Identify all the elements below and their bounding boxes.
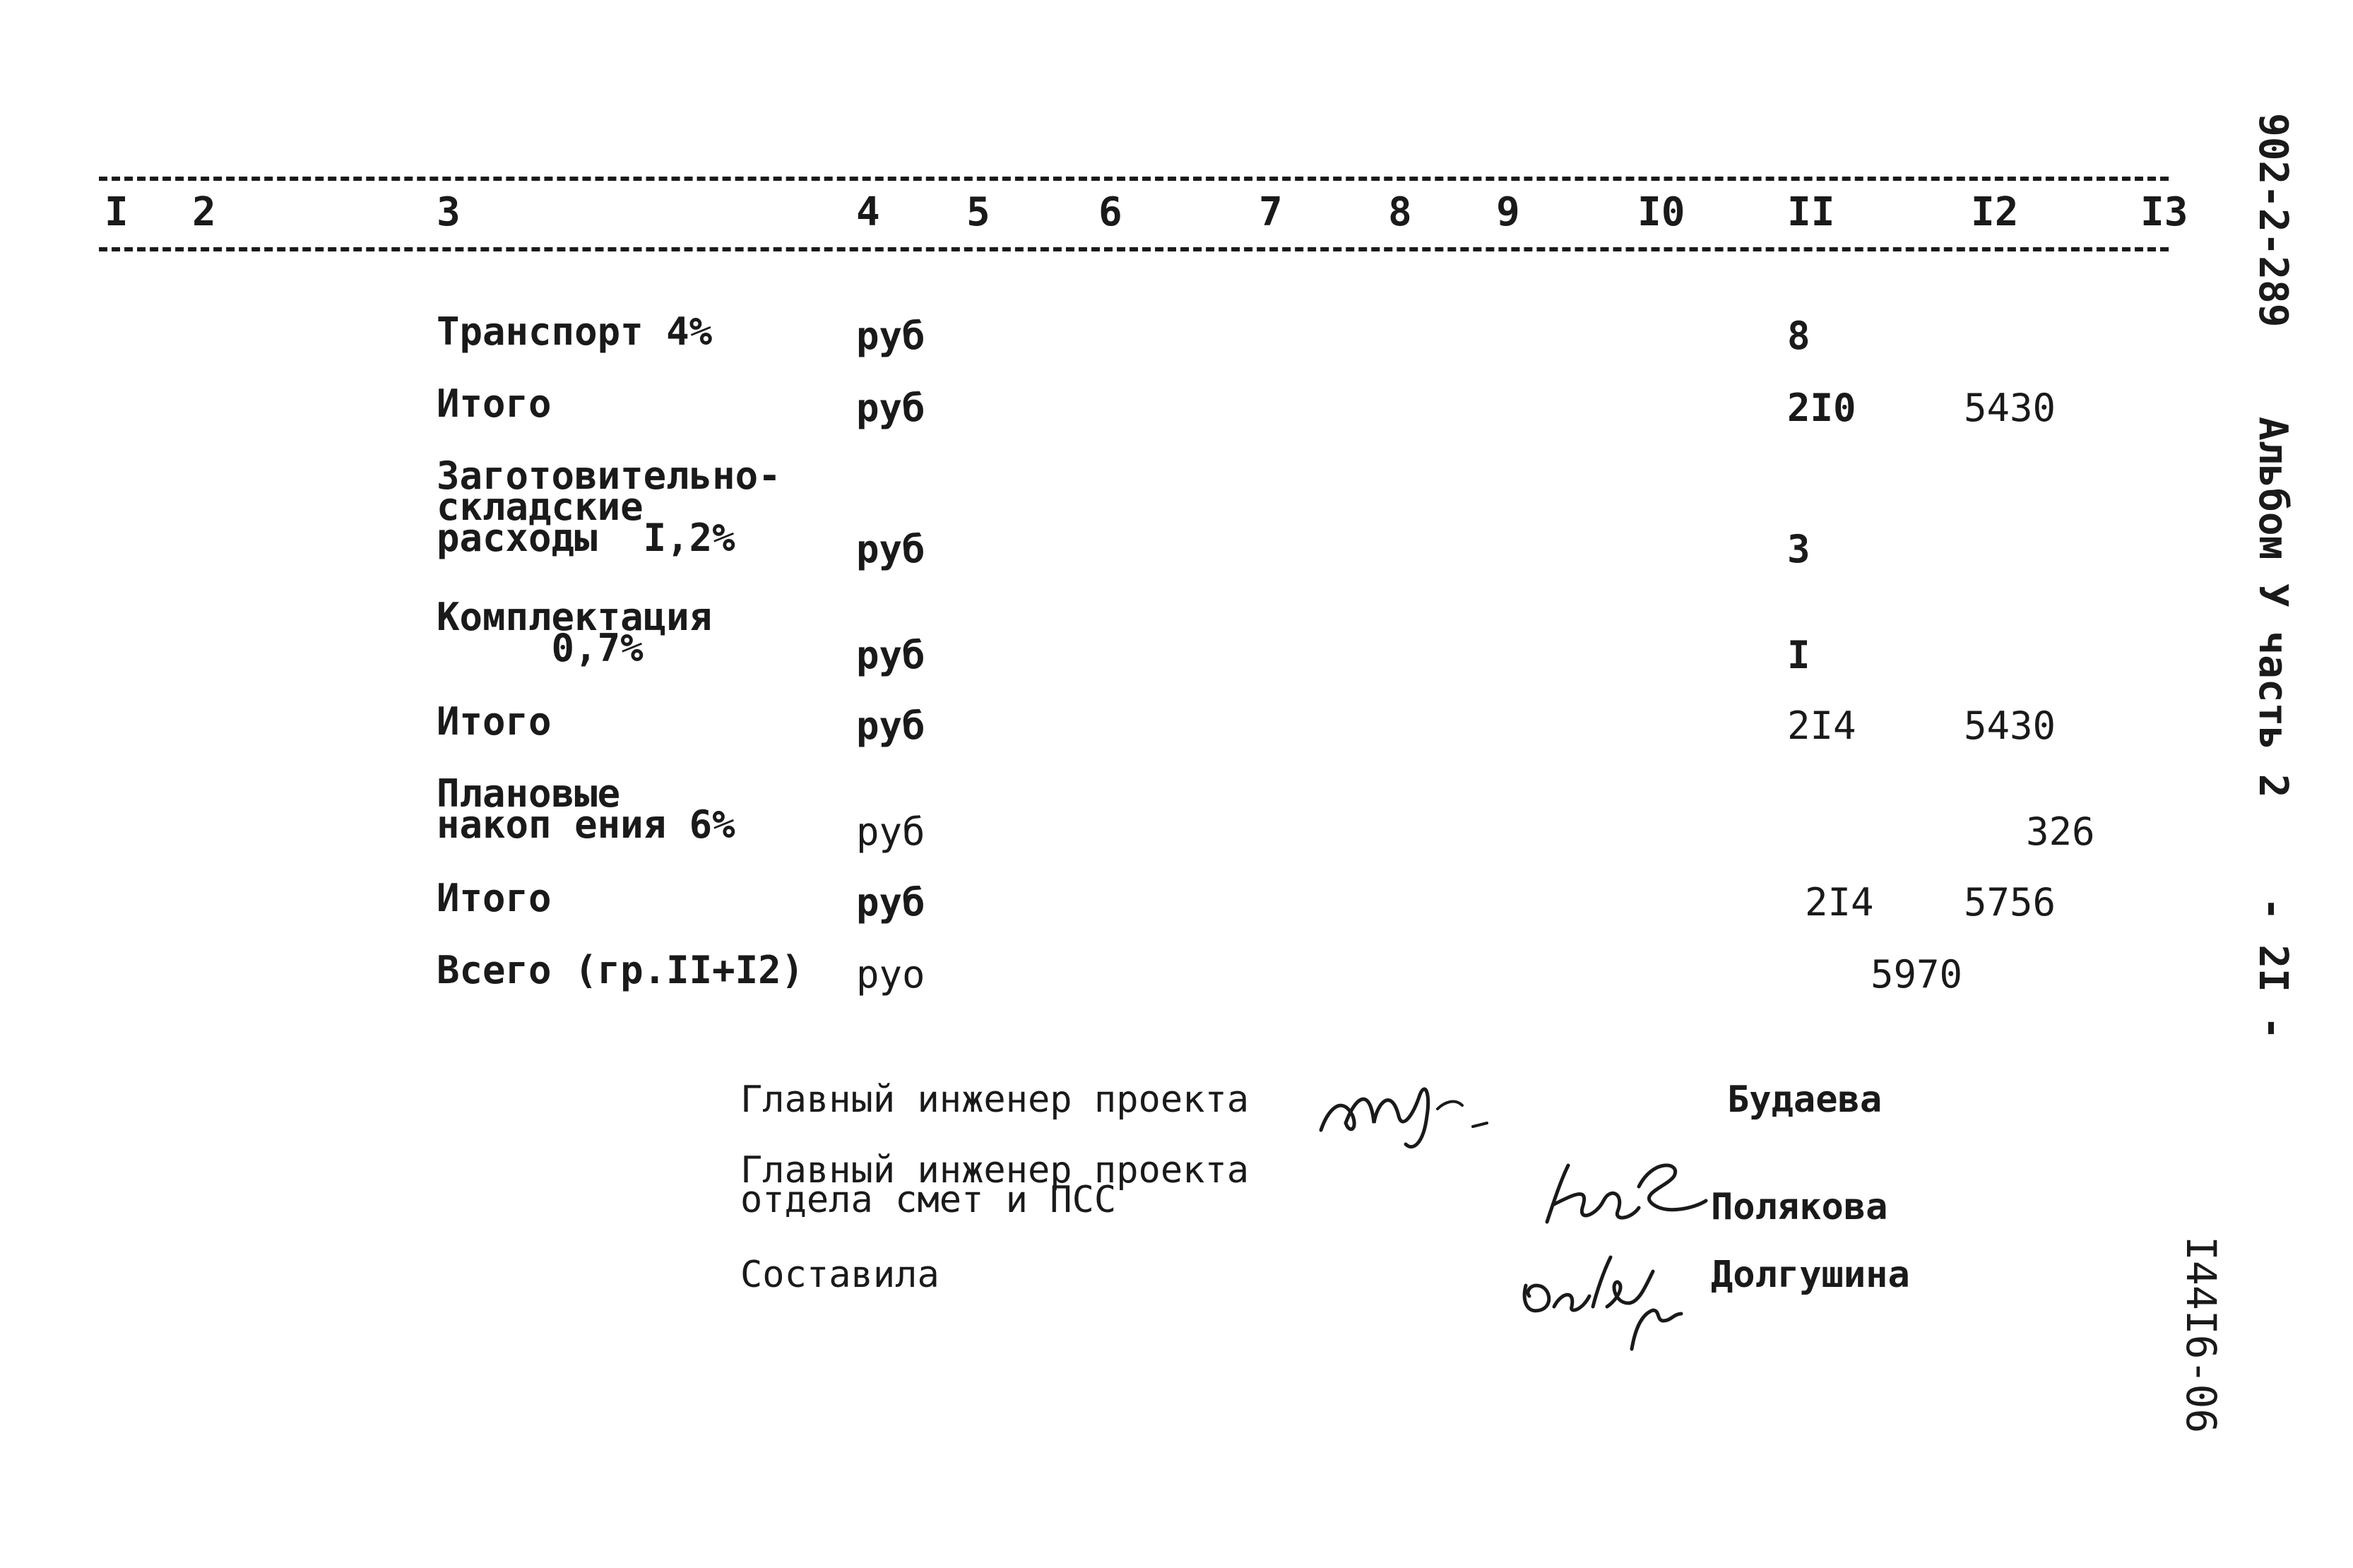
- col-header-9: 9: [1496, 189, 1520, 235]
- col-header-7: 7: [1259, 189, 1283, 235]
- row-value-col11: 2I0: [1787, 386, 1856, 430]
- row-unit: руб: [856, 386, 925, 430]
- header-bottom-rule: [99, 247, 2169, 251]
- margin-album: Альбом У часть 2: [2250, 417, 2296, 798]
- row-value-col12: 326: [2026, 809, 2095, 854]
- col-header-11: II: [1787, 189, 1835, 235]
- row-value-col11: 3: [1787, 527, 1810, 571]
- handwritten-signature-3: [1512, 1243, 1709, 1356]
- row-label-procurement: Заготовительно- складские расходы I,2%: [437, 453, 781, 560]
- row-value-col11: 2I4: [1787, 703, 1856, 748]
- row-unit: руб: [856, 633, 925, 677]
- col-header-1: I: [105, 189, 129, 235]
- col-header-4: 4: [856, 189, 880, 235]
- row-value-col11: I: [1787, 633, 1810, 677]
- row-value-col12: 5430: [1964, 386, 2056, 430]
- col-header-10: I0: [1637, 189, 1685, 235]
- row-label-transport: Транспорт 4%: [437, 309, 713, 354]
- row-label-total: Итого: [437, 876, 552, 920]
- margin-inventory-number: I44I6-06: [2177, 1236, 2225, 1434]
- col-header-2: 2: [192, 189, 216, 235]
- signature-name: Долгушина: [1711, 1254, 1910, 1296]
- signature-name: Полякова: [1711, 1186, 1888, 1228]
- col-header-13: I3: [2140, 189, 2188, 235]
- col-header-6: 6: [1098, 189, 1122, 235]
- row-unit: руб: [856, 880, 925, 925]
- col-header-5: 5: [966, 189, 990, 235]
- signature-name: Будаева: [1727, 1079, 1883, 1121]
- row-value-col12: 5430: [1964, 703, 2056, 748]
- row-label-planned-savings: Плановые накоп ения 6%: [437, 771, 735, 847]
- signature-title: Главный инженер проекта: [740, 1079, 1250, 1121]
- row-value-col12: 5756: [1964, 880, 2056, 925]
- row-unit: руб: [856, 809, 925, 854]
- row-value-col11: 8: [1787, 314, 1810, 358]
- col-header-12: I2: [1971, 189, 2019, 235]
- row-label-total: Итого: [437, 699, 552, 744]
- row-value-grand-total: 5970: [1871, 952, 1963, 997]
- col-header-3: 3: [437, 189, 461, 235]
- row-label-completion: Комплектация 0,7%: [437, 595, 713, 670]
- header-top-rule: [99, 177, 2169, 181]
- row-unit: руо: [856, 952, 925, 997]
- row-unit: руб: [856, 703, 925, 748]
- row-value-col11: 2I4: [1805, 880, 1874, 925]
- row-label-grand-total: Всего (гр.II+I2): [437, 948, 805, 992]
- col-header-8: 8: [1388, 189, 1412, 235]
- margin-page-number: - 2I -: [2250, 897, 2296, 1040]
- handwritten-signature-2: [1533, 1144, 1717, 1236]
- handwritten-signature-1: [1314, 1067, 1498, 1158]
- row-unit: руб: [856, 314, 925, 358]
- signature-title: Главный инженер проекта отдела смет и ПСС: [740, 1149, 1250, 1221]
- row-label-total: Итого: [437, 381, 552, 426]
- signature-title: Составила: [740, 1254, 940, 1296]
- margin-doc-code: 902-2-289: [2250, 113, 2296, 328]
- row-unit: руб: [856, 527, 925, 571]
